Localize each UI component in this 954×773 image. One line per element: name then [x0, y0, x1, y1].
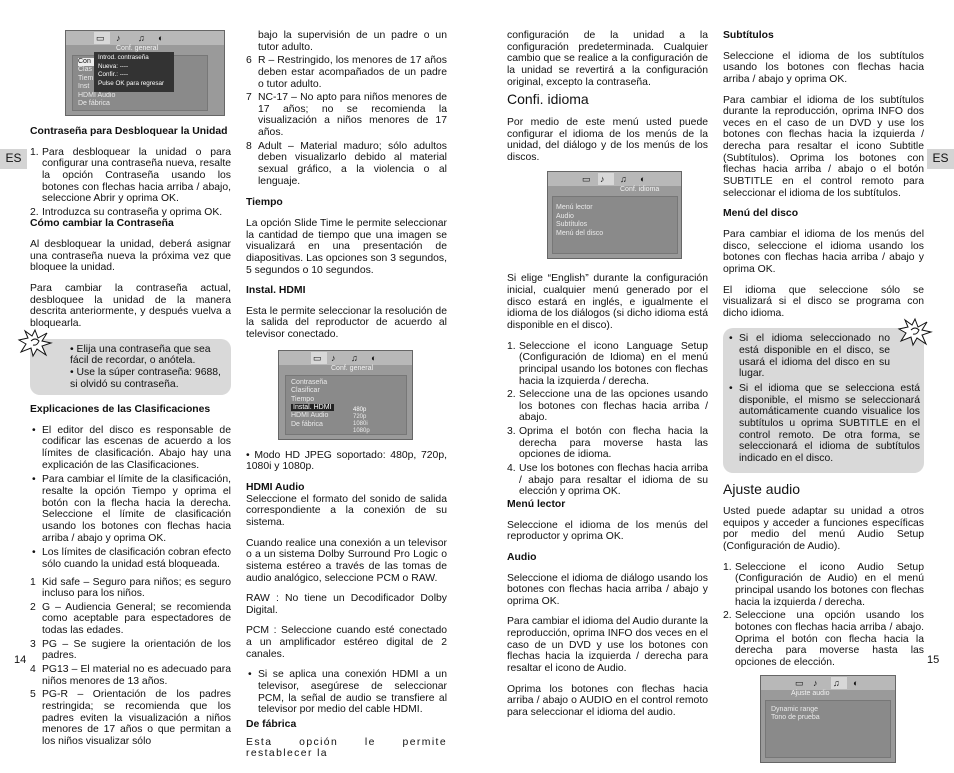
starburst-icon: [18, 329, 52, 357]
note-subtitles: • Si el idioma seleccionado no está disponible en el disco, se usará el idioma del disco en su lugar. • Si el idioma que se selecciona está disponible, el mismo se seleccionará automáticamente cuando visualice los subtítulos u oprima SUBTITLE en el control remoto. De otra forma, se seleccionará el idioma de subtítulos indicado en el disco.: [723, 328, 924, 472]
column-3: configuración de la unidad a la configuración predeterminada. Cualquier cambio que se realice a la configuración de la unidad se revertirá a la configuración original, excepto la contraseña. Confi. idioma Por medio de este menú usted puede configurar el idioma de los menús de la unidad, del diálogo y de los menús de los discos. ▭ ♪ ♫ ◐ Conf. idioma Menú lector Audio Subtítulos Menú del disco Si elige “English” durante la configuración inicial, cualquier menú generado por el disco estará en inglés, e igualmente el idioma de los diálogos (si dicho idioma está disponible en el disco). 1. Seleccione el icono Language Setup (Configuración de Idioma) en el menú principal usando los botones con flechas hacia la izquierda / derecha. 2. Seleccione una de las opciones usando los botones con flechas hacia arriba / abajo. 3. Oprima el botón con flecha hacia la derecha para moverse hasta las opciones de idioma. 4. Use los botones con flechas hacia arriba / abajo para resaltar el idioma de su elección y oprima OK. Menú lector Seleccione el idioma de los menús del reproductor y oprima OK. Audio Seleccione el idioma de diálogo usando los botones con flechas hacia arriba / abajo y oprima OK. Para cambiar el idioma del Audio durante la reproducción, oprima INFO dos veces en el caso de un DVD y use los botones con flechas hacia la izquierda / derecha para resaltar el icono de Audio. Oprima los botones con flechas hacia arriba / abajo o AUDIO en el control remoto para seleccionar el idioma del audio.: [507, 30, 709, 718]
heading-audio-setup: Ajuste audio: [723, 480, 801, 497]
column-1: ▭ ♪ ♫ ◐ Conf. general Con Clas Tiem Inst HDMI Audio De fábrica Introd. contraseña Nueva: ---- Confir.: ---- Pulse OK para regresar Contraseña para Desbloquear la Unidad 1. Para desbloquear la unidad o para configurar una contraseña nueva, resalte la opción Contraseña usando los botones con flechas hacia arriba / abajo, seleccione Abrir y oprima OK. 2. Introduzca su contraseña y oprima OK. Cómo cambiar la Contraseña Al desbloquear la unidad, deberá asignar una contraseña nueva la próxima vez que bloquee la unidad. Para cambiar la contraseña actual, desbloquee la unidad de la manera descrita anteriormente, y después vuelva a bloquearla. • Elija una contraseña que sea fácil de recordar, o anótela. • Use la súper contraseña: 9688, si olvidó su contraseña. Explicaciones de las Clasificaciones • El editor del disco es responsable de codificar las escenas de acuerdo a los límites de clasificación. Abajo hay una explicación de las Clasificaciones. • Para cambiar el límite de la clasificación, resalte la opción Tiempo y oprima el botón con la flecha hacia la derecha. Seleccione el límite de clasificación usando los botones con flechas hacia arriba / abajo y oprima OK. • Los límites de clasificación cobran efecto sólo cuando la unidad está bloqueada. 1 Kid safe – Seguro para niños; es seguro incluso para los niños. 2 G – Audiencia General; se recomienda como aceptable para espectadores de todas las edades. 3 PG – Se sugiere la orientación de los padres. 4 PG13 – El material no es adecuado para niños menores de 13 años. 5 PG-R – Orientación de los padres restringida; se recomienda que los padres eviten la visualización a niños menores de 17 años o que permitan a los niños visualizar sólo: [30, 30, 231, 753]
column-2: bajo la supervisión de un padre o un tutor adulto. 6 R – Restringido, los menores de 17 años deben estar acompañados de un padre o tutor adulto. 7 NC-17 – No apto para niños menores de 17 años; no se recomienda la visualización a niños menores de 17 años. 8 Adult – Material maduro; sólo adultos deben visualizarlo debido al material sexual gráfico, a la violencia o al lenguaje. Tiempo La opción Slide Time le permite seleccionar la cantidad de tiempo que una imagen se visualizará en una presentación de diapositivas. Las opciones son 3 segundos, 5 segundos o 10 segundos. Instal. HDMI Esta le permite seleccionar la resolución de la salida del reproductor de acuerdo al televisor conectado. ▭ ♪ ♫ ◐ Conf. general Contraseña Clasificar Tiempo Instal. HDMI HDMI Audio De fábrica 480p 720p 1080i 1080p • Modo HD JPEG soportado: 480p, 720p, 1080i y 1080p. HDMI Audio Seleccione el formato del sonido de salida correspondiente a la conexión de su sistema. Cuando realice una conexión a un televisor o a un sistema Dolby Surround Pro Logic o sistema estéreo a través de las tomas de audio analógico, seleccione PCM o RAW. RAW : No tiene un Decodificador Dolby Digital. PCM : Seleccione cuando esté conectado a un amplificador estéreo digital de 2 canales. • Si se aplica una conexión HDMI a un televisor, asegúrese de seleccionar PCM, la señal de audio se transfiere al televisor por medio del cable HDMI. De fábrica Esta opción le permite restablecer la: [246, 30, 447, 769]
language-tab-right: ES: [927, 149, 954, 169]
page-number-left: 14: [14, 654, 27, 666]
heading-audio: Audio: [507, 551, 537, 563]
password-popup: Introd. contraseña Nueva: ---- Confir.: ---- Pulse OK para regresar: [94, 52, 174, 92]
page-number-right: 15: [927, 654, 940, 666]
heading-hdmi-setup: Instal. HDMI: [246, 285, 306, 297]
heading-factory: De fábrica: [246, 718, 297, 730]
speaker-icon: ♪: [116, 33, 121, 43]
disc-icon: ◐: [158, 33, 164, 43]
music-icon: ♫: [138, 33, 145, 43]
heading-change-password: Cómo cambiar la Contraseña: [30, 218, 174, 230]
menu-title: Conf. general: [116, 45, 159, 52]
heading-subtitles: Subtítulos: [723, 30, 774, 41]
screen-audio-setup: ▭ ♪ ♫ ◐ Ajuste audio Dynamic range Tono de prueba: [760, 675, 896, 763]
display-icon: ▭: [96, 33, 105, 43]
language-tab-left: ES: [0, 149, 27, 169]
menu-items: Con Clas Tiem Inst HDMI Audio De fábrica: [78, 58, 116, 107]
note-password: • Elija una contraseña que sea fácil de recordar, o anótela. • Use la súper contraseña: 9688, si olvidó su contraseña.: [30, 339, 231, 396]
heading-ratings: Explicaciones de las Clasificaciones: [30, 404, 211, 416]
screen-language-setup: ▭ ♪ ♫ ◐ Conf. idioma Menú lector Audio Subtítulos Menú del disco: [547, 171, 682, 259]
heading-unlock-password: Contraseña para Desbloquear la Unidad: [30, 126, 228, 137]
screen-general-password: [65, 30, 225, 116]
column-4: Subtítulos Seleccione el idioma de los subtítulos usando los botones con flechas hacia arriba / abajo y oprima OK. Para cambiar el idioma de los subtítulos durante la reproducción, oprima INFO dos veces en el caso de un DVD y use los botones con flechas hacia la izquierda / derecha para resaltar el icono Subtitle (Subtítulos). Oprima los botones con flechas hacia arriba / abajo o el botón SUBTITLE en el control remoto para seleccionar el idioma de los subtítulos. Menú del disco Para cambiar el idioma de los menús del disco, seleccione el idioma usando los botones con flechas hacia arriba / abajo y oprima OK. El idioma que seleccione sólo se visualizará si el disco se programa con dicho idioma. • Si el idioma seleccionado no está disponible en el disco, se usará el idioma del disco en su lugar. • Si el idioma que se selecciona está disponible, el mismo se seleccionará automáticamente cuando visualice los subtítulos u oprima SUBTITLE en el control remoto. De otra forma, se seleccionará el idioma de subtítulos indicado en el disco. Ajuste audio Usted puede adaptar su unidad a otros equipos y acceder a funciones específicas por medio del menú Audio Setup (Configuración de Audio). 1. Seleccione el icono Audio Setup (Configuración de Audio) en el menú principal usando los botones con flechas hacia la izquierda / derecha. 2. Seleccione una opción usando los botones con flechas hacia arriba / abajo. Oprima el botón con flecha hacia la derecha para moverse hasta las opciones de elección. ▭ ♪ ♫ ◐ Ajuste audio Dynamic range Tono de prueba: [723, 30, 924, 773]
heading-language-setup: Confi. idioma: [507, 91, 589, 108]
heading-player-menu: Menú lector: [507, 498, 566, 510]
heading-time: Tiempo: [246, 197, 283, 209]
screen-hdmi-setup: ▭ ♪ ♫ ◐ Conf. general Contraseña Clasificar Tiempo Instal. HDMI HDMI Audio De fábrica 480p 720p 1080i 1080p: [278, 350, 413, 440]
heading-hdmi-audio: HDMI Audio: [246, 482, 305, 494]
heading-disc-menu: Menú del disco: [723, 208, 799, 220]
